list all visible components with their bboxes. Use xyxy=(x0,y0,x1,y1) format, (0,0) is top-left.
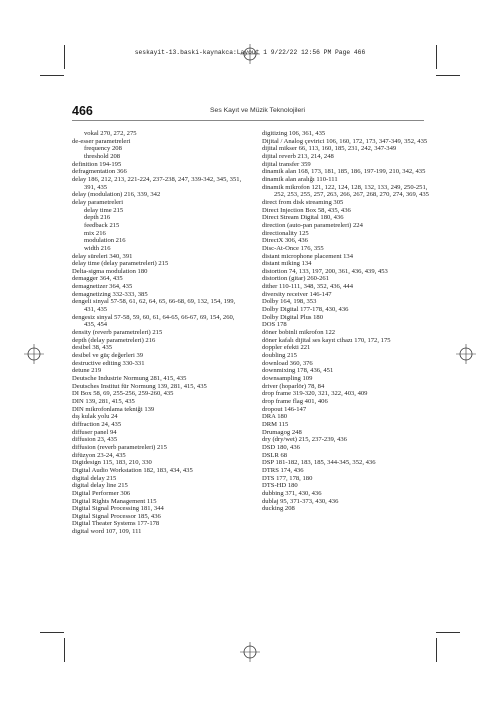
index-entry: directionality 125 xyxy=(262,229,309,237)
index-entry: digitizing 106, 361, 435 xyxy=(262,130,326,137)
index-entry: defragmentation 366 xyxy=(72,168,127,176)
crop-mark xyxy=(436,632,460,633)
index-entry: dijital reverb 213, 214, 248 xyxy=(262,152,334,160)
index-entry: DirectX 306, 436 xyxy=(262,237,308,245)
index-entry: DRM 115 xyxy=(262,420,289,428)
crop-mark xyxy=(436,638,437,662)
crop-mark xyxy=(436,45,437,69)
index-entry: desibel ve güç değerleri 39 xyxy=(72,352,144,360)
registration-mark-icon xyxy=(456,344,476,364)
index-entry: digital delay 215 xyxy=(72,474,117,482)
index-entry: Digidesign 115, 183, 210, 330 xyxy=(72,459,152,467)
index-entry: Dolby 164, 198, 353 xyxy=(262,298,317,306)
index-entry: DTS 177, 178, 180 xyxy=(262,474,313,482)
index-entry: Digital Signal Processor 185, 436 xyxy=(72,512,161,520)
index-entry: de-esser parametreleri xyxy=(72,137,131,145)
index-entry: definition 194-195 xyxy=(72,160,122,168)
index-entry: delay parametreleri xyxy=(72,198,124,206)
index-entry: döner bobinli mikrofon 122 xyxy=(262,329,336,337)
index-entry: DOS 178 xyxy=(262,321,287,329)
index-entry: Digital Signal Processing 181, 344 xyxy=(72,505,164,513)
index-entry: demagger 364, 435 xyxy=(72,275,123,283)
index-entry: delay süreleri 340, 391 xyxy=(72,252,133,260)
index-entry: Direct Injection Box 58, 435, 436 xyxy=(262,206,351,214)
crop-mark xyxy=(436,75,460,76)
index-entry: Disc-At-Once 176, 355 xyxy=(262,244,324,252)
index-entry: digital word 107, 109, 111 xyxy=(72,528,142,536)
index-entry: dither 110-111, 348, 352, 436, 444 xyxy=(262,283,354,291)
index-entry: Digital Theater Systems 177-178 xyxy=(72,520,160,528)
index-entry: diversity receiver 146-147 xyxy=(262,290,332,298)
index-entry: dublaj 95, 371-373, 430, 436 xyxy=(262,497,339,505)
index-entry: frequency 208 xyxy=(84,145,122,153)
index-entry: Digital Performer 306 xyxy=(72,489,131,497)
index-entry: Delta-sigma modulation 180 xyxy=(72,267,148,275)
index-entry: dış kulak yolu 24 xyxy=(72,413,118,421)
index-entry: distortion (gitar) 260-261 xyxy=(262,275,330,283)
index-entry: width 216 xyxy=(84,244,111,252)
index-entry: direction (auto-pan parametreleri) 224 xyxy=(262,221,363,229)
index-entry: döner kafalı dijital ses kayıt cihazı 170, 172, 175 xyxy=(262,336,391,344)
index-entry: feedback 215 xyxy=(84,221,120,229)
index-entry: Digital Rights Management 115 xyxy=(72,497,157,505)
index-entry: distortion 74, 133, 197, 200, 361, 436, 439, 453 xyxy=(262,267,388,275)
index-entry: delay 186, 212, 213, 221-224, 237-238, 247, 339-342, 345, 351, 391, 435 xyxy=(72,175,242,191)
index-entry: dinamik mikrofon 121, 122, 124, 128, 132, 133, 249, 250-251, 252, 253, 255, 257, 263, 266, 267, 268, 270, 274, 369, 435 xyxy=(262,183,429,199)
index-entry: threshold 208 xyxy=(84,152,121,160)
index-entry: density (reverb parametreleri) 215 xyxy=(72,329,163,337)
index-entry: demagnetizer 364, 435 xyxy=(72,283,133,291)
index-entry: Dolby Digital 177-178, 430, 436 xyxy=(262,306,349,314)
index-entry: dengeli sinyal 57-58, 61, 62, 64, 65, 66-68, 69, 132, 154, 199, 431, 435 xyxy=(72,298,236,314)
index-entry: direct from disk streaming 305 xyxy=(262,198,344,206)
index-entry: Dijital / Analog çevirici 106, 160, 172, 173, 347-349, 352, 435 xyxy=(262,137,428,145)
index-column-right xyxy=(262,130,434,513)
index-entry: diffuser panel 94 xyxy=(72,428,117,436)
index-entry: dropout 146-147 xyxy=(262,405,307,413)
index-entry: downmixing 178, 436, 451 xyxy=(262,367,334,375)
registration-mark-icon xyxy=(24,344,44,364)
index-entry: destructive editing 330-331 xyxy=(72,359,145,367)
index-entry: downsampling 109 xyxy=(262,375,313,382)
index-entry: Direct Stream Digital 180, 436 xyxy=(262,214,344,222)
crop-mark xyxy=(64,45,65,69)
index-entry: diffusion (reverb parametreleri) 215 xyxy=(72,443,167,451)
page-number: 466 xyxy=(72,104,93,118)
index-entry: diffusion 23, 435 xyxy=(72,436,118,444)
index-column-left xyxy=(72,130,244,536)
print-slug-line: seskayit-13.baski-kaynakca:Layout 1 9/22/22 12:56 PM Page 466 xyxy=(134,49,366,56)
index-entry: delay time (delay parametreleri) 215 xyxy=(72,260,169,268)
index-entry: doubling 215 xyxy=(262,352,297,360)
index-entry: Dolby Digital Plus 180 xyxy=(262,313,323,321)
index-entry: vokal 270, 272, 275 xyxy=(84,130,137,137)
index-entry: driver (hoparlör) 78, 84 xyxy=(262,382,325,390)
index-entry: desibel 38, 435 xyxy=(72,344,113,352)
index-entry: download 360, 376 xyxy=(262,359,313,367)
index-entry: depth (delay parametreleri) 216 xyxy=(72,336,156,344)
crop-mark xyxy=(40,632,64,633)
registration-mark-icon xyxy=(240,642,260,662)
index-entry: Digital Audio Workstation 182, 183, 434, 435 xyxy=(72,466,193,474)
index-entry: dijital transfer 359 xyxy=(262,160,311,168)
index-entry: distant microphone placement 134 xyxy=(262,252,354,260)
registration-mark-icon xyxy=(240,44,260,64)
index-entry: drop frame 319-320, 321, 322, 403, 409 xyxy=(262,390,368,398)
index-entry: DSLR 68 xyxy=(262,451,288,459)
index-entry: DIN 139, 281, 415, 435 xyxy=(72,397,135,405)
index-entry: dinamik alan 168, 173, 181, 185, 186, 197-199, 210, 342, 435 xyxy=(262,168,426,176)
index-entry: dengesiz sinyal 57-58, 59, 60, 61, 64-65, 66-67, 69, 154, 260, 435, 454 xyxy=(72,313,235,329)
index-entry: DTRS 174, 436 xyxy=(262,466,304,474)
index-entry: Drumagog 248 xyxy=(262,428,302,436)
index-entry: DSP 181-182, 183, 185, 344-345, 352, 436 xyxy=(262,459,376,467)
running-head: Ses Kayıt ve Müzik Teknolojileri xyxy=(210,107,306,114)
index-entry: Deutsche Industrie Normung 281, 415, 435 xyxy=(72,375,187,382)
index-entry: demagnetizing 332-333, 385 xyxy=(72,290,148,298)
index-entry: dubbing 371, 430, 436 xyxy=(262,489,322,497)
index-entry: drop frame flag 401, 406 xyxy=(262,397,328,405)
crop-mark xyxy=(40,75,64,76)
index-entry: distant miking 134 xyxy=(262,260,312,268)
index-entry: dinamik alan aralığı 110-111 xyxy=(262,175,338,183)
index-entry: DSD 180, 436 xyxy=(262,443,300,451)
index-entry: ducking 208 xyxy=(262,505,295,513)
index-entry: depth 216 xyxy=(84,214,111,222)
index-entry: dijital mikser 66, 113, 160, 185, 231, 242, 347-349 xyxy=(262,145,397,153)
index-entry: DI Box 58, 69, 255-256, 259-260, 435 xyxy=(72,390,174,398)
index-entry: Deutsches Institut für Normung 139, 281, 415, 435 xyxy=(72,382,207,390)
index-entry: modulation 216 xyxy=(84,237,126,245)
index-entry: difüzyon 23-24, 435 xyxy=(72,451,126,459)
index-entry: DTS-HD 180 xyxy=(262,482,298,490)
header-rule xyxy=(72,120,424,121)
index-entry: dry (dry/wet) 215, 237-239, 436 xyxy=(262,436,347,444)
index-entry: delay time 215 xyxy=(84,206,124,214)
index-entry: doppler efekti 221 xyxy=(262,344,311,352)
index-entry: delay (modulation) 216, 339, 342 xyxy=(72,191,161,199)
index-entry: detune 219 xyxy=(72,367,102,375)
index-entry: digital delay line 215 xyxy=(72,482,128,490)
crop-mark xyxy=(64,638,65,662)
index-entry: diffraction 24, 435 xyxy=(72,420,122,428)
index-entry: DIN mikrofonlama tekniği 139 xyxy=(72,405,155,413)
index-entry: DRA 180 xyxy=(262,413,288,421)
index-entry: mix 216 xyxy=(84,229,106,237)
